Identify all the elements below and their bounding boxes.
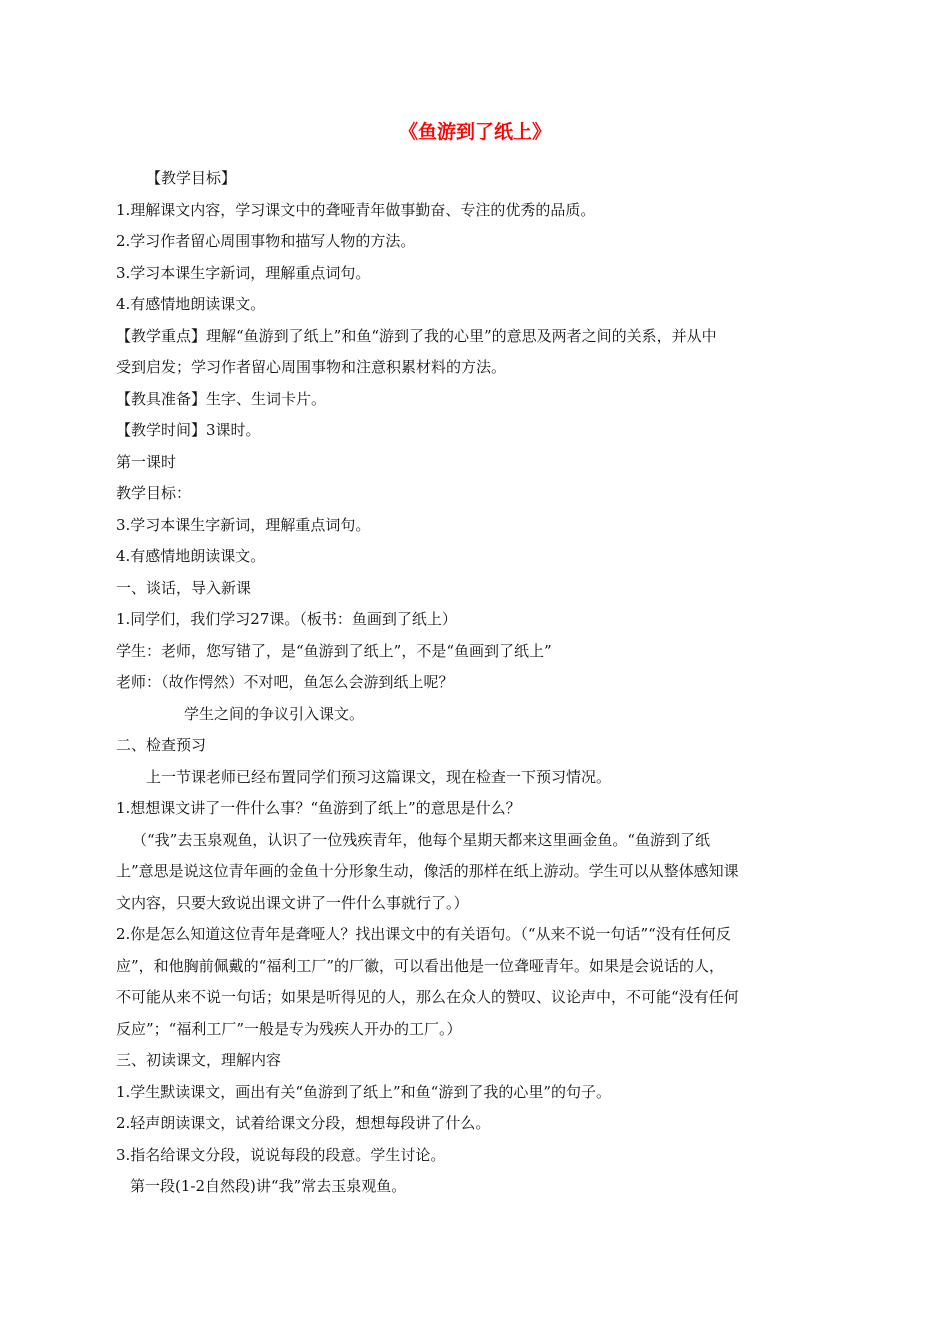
paragraph: 【教学重点】理解“鱼游到了纸上”和鱼“游到了我的心里”的意思及两者之间的关系，并从中 — [116, 326, 717, 345]
paragraph: 3.学习本课生字新词，理解重点词句。 — [116, 263, 371, 282]
paragraph: 学生之间的争议引入课文。 — [184, 704, 365, 723]
paragraph: 1.想想课文讲了一件什么事？“鱼游到了纸上”的意思是什么？ — [116, 799, 521, 817]
paragraph: 【教具准备】生字、生词卡片。 — [116, 389, 327, 408]
paragraph: 2.你是怎么知道这位青年是聋哑人？找出课文中的有关语句。（“从来不说一句话”“没有任何反 — [116, 925, 731, 943]
paragraph: 2.轻声朗读课文，试着给课文分段，想想每段讲了什么。 — [116, 1114, 491, 1132]
section-heading-lesson-one: 第一课时 — [116, 452, 177, 471]
section-heading: 三、初读课文，理解内容 — [116, 1051, 282, 1069]
paragraph: 教学目标： — [116, 484, 192, 502]
paragraph: 不可能从来不说一句话；如果是听得见的人，那么在众人的赞叹、议论声中，不可能“没有任何 — [116, 988, 739, 1006]
document-title: 《鱼游到了纸上》 — [398, 121, 551, 143]
paragraph: 3.学习本课生字新词，理解重点词句。 — [116, 515, 371, 534]
paragraph: 3.指名给课文分段，说说每段的段意。学生讨论。 — [116, 1145, 446, 1164]
paragraph: 1.同学们，我们学习27课。（板书：鱼画到了纸上） — [116, 610, 457, 628]
paragraph: 学生：老师，您写错了，是“鱼游到了纸上”，不是“鱼画到了纸上” — [116, 641, 552, 660]
paragraph: 受到启发；学习作者留心周围事物和注意积累材料的方法。 — [116, 358, 507, 376]
paragraph: 上”意思是说这位青年画的金鱼十分形象生动，像活的那样在纸上游动。学生可以从整体感知课 — [116, 862, 739, 880]
paragraph: 4.有感情地朗读课文。 — [116, 547, 266, 565]
document-body — [116, 163, 836, 1203]
paragraph: 1.学生默读课文，画出有关“鱼游到了纸上”和鱼“游到了我的心里”的句子。 — [116, 1082, 611, 1101]
section-heading-objectives: 【教学目标】 — [146, 169, 237, 187]
section-heading: 一、谈话，导入新课 — [116, 578, 252, 597]
paragraph: 4.有感情地朗读课文。 — [116, 295, 266, 313]
paragraph: 文内容，只要大致说出课文讲了一件什么事就行了。） — [116, 893, 469, 912]
paragraph: 应”，和他胸前佩戴的“福利工厂”的厂徽，可以看出他是一位聋哑青年。如果是会说话的人， — [116, 956, 725, 975]
paragraph: 【教学时间】3课时。 — [116, 421, 261, 439]
paragraph: 2.学习作者留心周围事物和描写人物的方法。 — [116, 232, 416, 250]
paragraph: 上一节课老师已经布置同学们预习这篇课文，现在检查一下预习情况。 — [146, 767, 612, 786]
section-heading: 二、检查预习 — [116, 736, 207, 754]
paragraph: 第一段(1-2自然段)讲“我”常去玉泉观鱼。 — [130, 1177, 407, 1195]
paragraph: 反应”；“福利工厂”一般是专为残疾人开办的工厂。） — [116, 1019, 462, 1038]
paragraph: （“我”去玉泉观鱼，认识了一位残疾青年，他每个星期天都来这里画金鱼。“鱼游到了纸 — [132, 830, 711, 849]
paragraph: 1.理解课文内容，学习课文中的聋哑青年做事勤奋、专注的优秀的品质。 — [116, 200, 596, 219]
paragraph: 老师：（故作愕然）不对吧，鱼怎么会游到纸上呢？ — [116, 673, 454, 691]
